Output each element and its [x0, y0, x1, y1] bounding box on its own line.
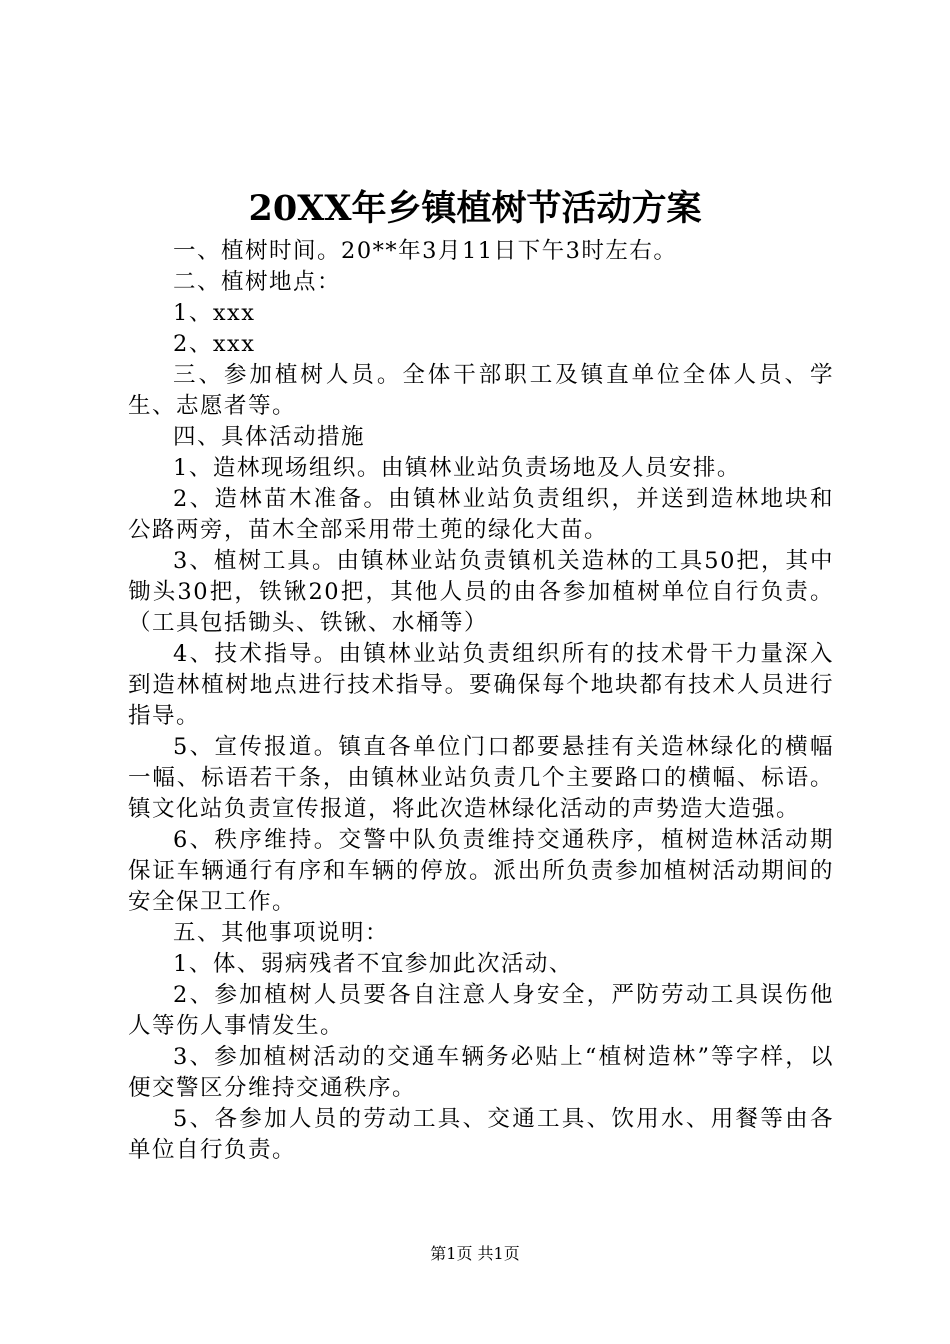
document-title: 20XX年乡镇植树节活动方案: [248, 188, 702, 229]
document-body: [128, 236, 834, 1166]
paragraph-note-5: 5、各参加人员的劳动工具、交通工具、饮用水、用餐等由各单位自行负责。: [128, 1106, 834, 1163]
paragraph-note-2: 2、参加植树人员要各自注意人身安全，严防劳动工具误伤他人等伤人事情发生。: [128, 982, 834, 1039]
paragraph-location-1: 1、xxx: [173, 300, 256, 326]
paragraph-notes-heading: 五、其他事项说明：: [173, 920, 390, 946]
paragraph-measure-4: 4、技术指导。由镇林业站负责组织所有的技术骨干力量深入到造林植树地点进行技术指导。要确保每个地块都有技术人员进行指导。: [128, 641, 834, 729]
paragraph-measure-3: 3、植树工具。由镇林业站负责镇机关造林的工具50把，其中锄头30把，铁锹20把，其他人员的由各参加植树单位自行负责。（工具包括锄头、铁锹、水桶等）: [128, 548, 834, 636]
paragraph-measure-5: 5、宣传报道。镇直各单位门口都要悬挂有关造林绿化的横幅一幅、标语若干条，由镇林业站负责几个主要路口的横幅、标语。镇文化站负责宣传报道，将此次造林绿化活动的声势造大造强。: [128, 734, 834, 822]
paragraph-participants: 三、参加植树人员。全体干部职工及镇直单位全体人员、学生、志愿者等。: [128, 362, 834, 419]
paragraph-note-1: 1、体、弱病残者不宜参加此次活动、: [173, 951, 573, 977]
paragraph-location-heading: 二、植树地点：: [173, 269, 342, 295]
paragraph-measure-6: 6、秩序维持。交警中队负责维持交通秩序，植树造林活动期保证车辆通行有序和车辆的停放。派出所负责参加植树活动期间的安全保卫工作。: [128, 827, 834, 915]
paragraph-measure-2: 2、造林苗木准备。由镇林业站负责组织，并送到造林地块和公路两旁，苗木全部采用带土蔸的绿化大苗。: [128, 486, 834, 543]
paragraph-note-3: 3、参加植树活动的交通车辆务必贴上“植树造林”等字样，以便交警区分维持交通秩序。: [128, 1044, 834, 1101]
paragraph-measures-heading: 四、具体活动措施: [173, 424, 366, 450]
paragraph-location-2: 2、xxx: [173, 331, 256, 357]
paragraph-measure-1: 1、造林现场组织。由镇林业站负责场地及人员安排。: [173, 455, 741, 481]
page-footer: 第1页 共1页: [430, 1244, 520, 1263]
paragraph-time: 一、植树时间。20**年3月11日下午3时左右。: [173, 238, 678, 264]
